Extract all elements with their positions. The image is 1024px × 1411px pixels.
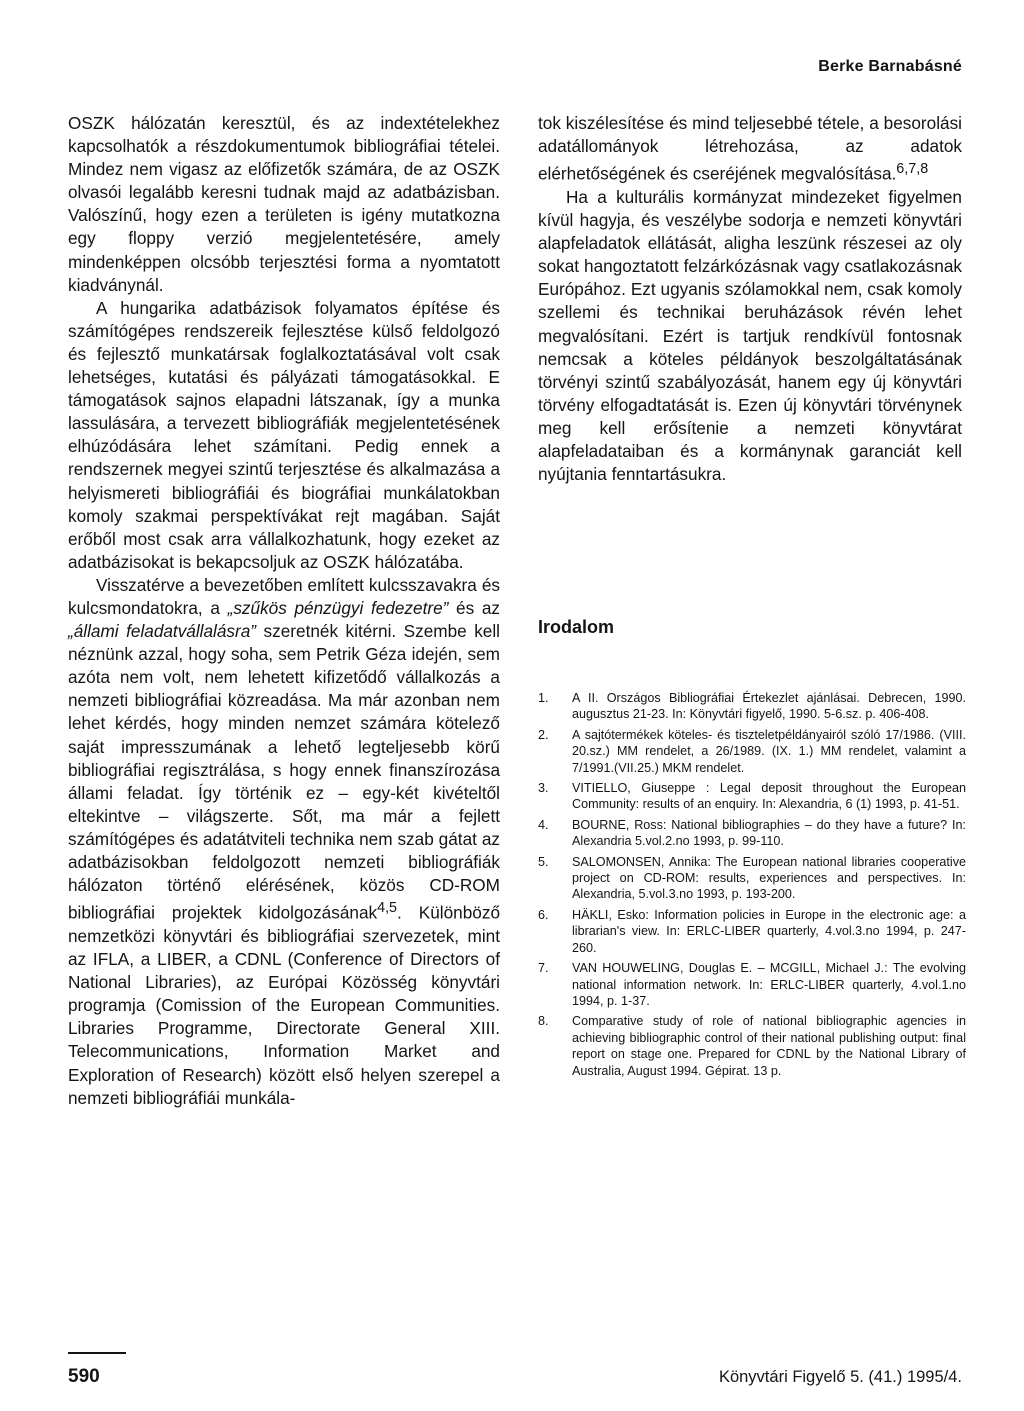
reference-item	[538, 727, 966, 776]
paragraph-3-part-a: Visszatérve a bevezetőben említett kulcsszavakra és kulcsmondatokra, a	[68, 574, 500, 618]
reference-item	[538, 780, 966, 813]
emphasis-szukos-fedezet: „szűkös pénzügyi fedezetre”	[227, 597, 449, 618]
reference-number: 8.	[538, 1014, 549, 1029]
running-header-author: Berke Barnabásné	[818, 58, 962, 75]
journal-citation: Könyvtári Figyelő 5. (41.) 1995/4.	[718, 1368, 962, 1386]
paragraph-continued-text: tok kiszélesítése és mind teljesebbé tétele, a besorolási adatállományok létrehozása, az adatok elérhetőségének és cseréjének megvalósítása.	[538, 113, 962, 184]
reference-item	[538, 907, 966, 956]
reference-number: 4.	[538, 817, 549, 832]
references-heading: Irodalom	[538, 617, 615, 637]
page-number: 590	[68, 1366, 100, 1387]
reference-item	[538, 960, 966, 1009]
reference-text: Comparative study of role of national bibliographic agencies in achieving bibliographic control of their national publishing output: final report on stage one. Prepared for CDNL by the National Library of Australia, August 1994. Gépirat. 13 p.	[572, 1014, 966, 1078]
reference-item	[538, 1013, 966, 1079]
paragraph-2: A hungarika adatbázisok folyamatos építése és számítógépes rendszereik fejlesztése külső feldolgozó és fejlesztő munkatársak foglalkoztatásával volt csak lehetséges, kutatási és pályázati támogatásokkal. E támogatások sajnos elapadni látszanak, így a munka lassulására, a tervezett bibliográfiák megjelentetésének elhúzódására lehet számítani. Pedig ennek a rendszernek megyei szintű terjesztése és alkalmazása a helyismereti bibliográfiái és biográfiai munkálatokban komoly szakmai perspektívákat rejt magában. Saját erőből most csak arra vállalkozhatunk, hogy ezeket az adatbázisokat is bekapcsoljuk az OSZK hálózatába.	[68, 297, 500, 572]
paragraph-3	[68, 574, 500, 1110]
footnote-ref-4-5: 4,5	[377, 900, 398, 917]
reference-text: VAN HOUWELING, Douglas E. – MCGILL, Michael J.: The evolving national information network. In: ERLC-LIBER quarterly, 4.vol.1.no 1994, p. 1-37.	[572, 961, 966, 1008]
footnote-ref-6-7-8: 6,7,8	[896, 161, 929, 178]
reference-number: 6.	[538, 907, 549, 922]
paragraph-3-part-c: szeretnék kitérni. Szembe kell néznünk azzal, hogy soha, sem Petrik Géza idején, sem azóta nem volt, nem lehetett kifizetődő vállalkozás a nemzeti bibliográfiai közreadása. Ma már azonban nem lehet kérdés, hogy minden nemzet számára kötelező saját impresszumának a lehető legteljesebb körű bibliográfiai regisztrálása, s hogy ennek finanszírozása állami feladat. Így történik ez – egy-két kivételtől eltekintve – világszerte. Sőt, ma már a fejlett számítógépes és adatátviteli technika nem szab gátat az adatbázisokban feldolgozott nemzeti bibliográfiák hálózaton történő elérésének, közös CD-ROM bibliográfiai projektek kidolgozásának	[68, 621, 500, 923]
reference-text: VITIELLO, Giuseppe : Legal deposit throughout the European Community: results of an enquiry. In: Alexandria, 6 (1) 1993, p. 41-51.	[572, 781, 966, 812]
reference-number: 1.	[538, 691, 549, 705]
reference-text: A sajtótermékek köteles- és tiszteletpéldányairól szóló 17/1986. (VIII. 20.sz.) MM rendelet, a 26/1989. (IX. 1.) MM rendelet, valamint a 7/1991.(VII.25.) MKM rendelet.	[572, 727, 966, 775]
paragraph-continued	[538, 112, 962, 186]
reference-number: 7.	[538, 961, 549, 976]
reference-text: SALOMONSEN, Annika: The European national libraries cooperative project on CD-ROM: results, experiences and perspectives. In: Alexandria, 5.vol.3.no 1993, p. 193-200.	[572, 854, 966, 902]
reference-list	[538, 690, 966, 1083]
paragraph-kormanyzat: Ha a kulturális kormányzat mindezeket figyelmen kívül hagyja, és veszélybe sodorja e nemzeti könyvtári alapfeladatok ellátását, aligha leszünk részesei az oly sokat hangoztatott felzárkózásnak vagy csatlakozásnak Európához. Ezt ugyanis szólamokkal nem, csak komoly szellemi és technikai beruházások révén lehet megvalósítani. Ezért is tartjuk rendkívül fontosnak nemcsak a köteles példányok beszolgáltatásának törvényi szintű szabályozását, hanem egy új könyvtári törvény elfogadtatását is. Ezen új könyvtári törvénynek meg kell erősítenie a nemzeti könyvtárat alapfeladataiban és a kormánynak garanciát kell nyújtania fenntartásukra.	[538, 187, 962, 485]
reference-text: BOURNE, Ross: National bibliographies – do they have a future? In: Alexandria 5.vol.2.no 1993, p. 99-110.	[572, 817, 966, 849]
reference-text: HÄKLI, Esko: Information policies in Europe in the electronic age: a librarian's view. In: ERLC-LIBER quarterly, 4.vol.3.no 1994, p. 247-260.	[572, 907, 966, 955]
paragraph-1: OSZK hálózatán keresztül, és az indextételekhez kapcsolhatók a részdokumentumok bibliográfiai tételei. Mindez nem vigasz az előfizetők számára, de az OSZK olvasói legalább keresni tudnak majd az adatbázisban. Valószínű, hogy ezen a területen is igény mutatkozna egy floppy verzió megjelentetésére, amely mindenképpen olcsóbb terjesztési forma a nyomtatott kiadványnál.	[68, 113, 500, 295]
paragraph-3-part-b: és az	[448, 597, 501, 618]
footer-rule	[68, 1352, 126, 1354]
reference-number: 5.	[538, 854, 549, 869]
reference-number: 2.	[538, 727, 549, 742]
reference-item	[538, 854, 966, 903]
reference-item	[538, 817, 966, 850]
left-column	[68, 112, 500, 1110]
right-column	[538, 112, 962, 486]
reference-number: 3.	[538, 781, 549, 796]
paragraph-3-part-d: . Különböző nemzetközi könyvtári és bibliográfiai szervezetek, mint az IFLA, a LIBER, a CDNL (Conference of Directors of National Libraries), az Európai Közösség könyvtári programja (Comission of the European Communities. Libraries Programme, Directorate General XIII. Telecommunications, Information Market and Exploration of Research) között első helyen szerepel a nemzeti bibliográfiái munkála-	[68, 902, 501, 1108]
reference-item	[538, 690, 966, 723]
emphasis-allami-feladatvallalas: „állami feladatvállalásra”	[68, 621, 257, 642]
reference-text: A II. Országos Bibliográfiai Értekezlet ajánlásai. Debrecen, 1990. augusztus 21-23. In: Könyvtári figyelő, 1990. 5-6.sz. p. 406-408.	[572, 691, 966, 722]
